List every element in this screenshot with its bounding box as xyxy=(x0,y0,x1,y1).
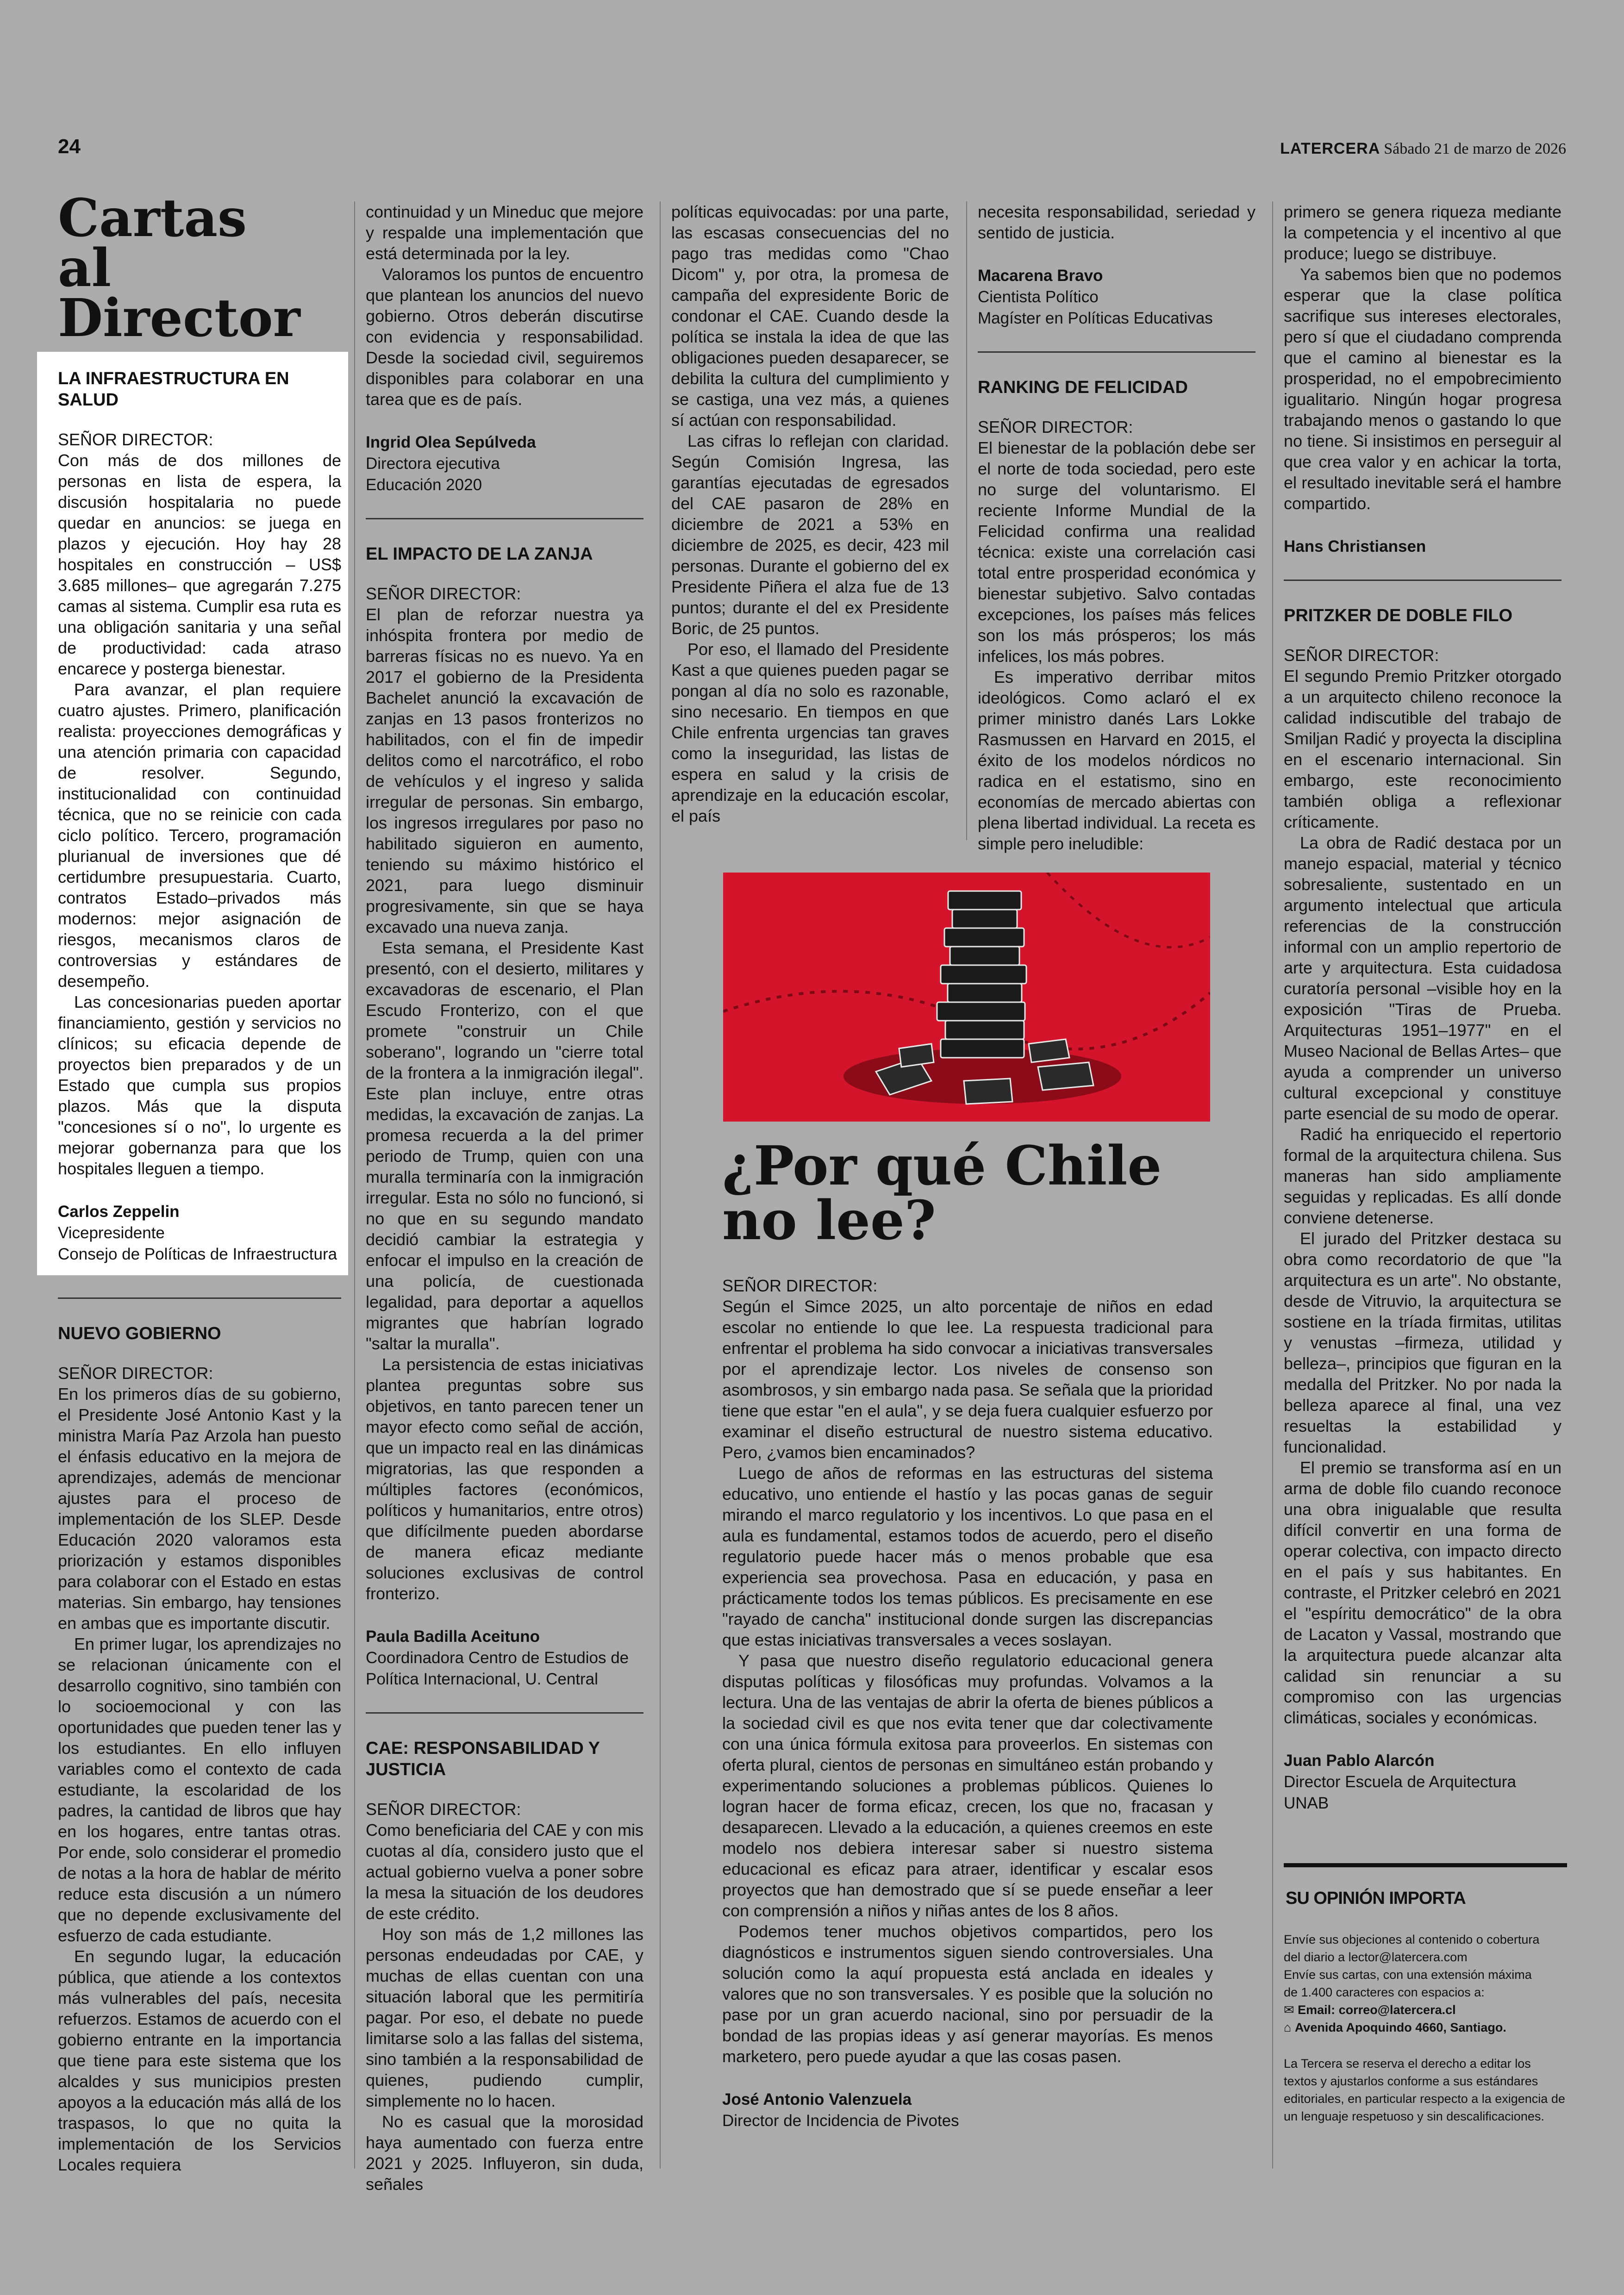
author-name: Juan Pablo Alarcón xyxy=(1284,1752,1435,1770)
letter xyxy=(58,368,341,1265)
column-3 xyxy=(671,201,949,826)
divider xyxy=(1284,580,1562,581)
salutation: SEÑOR DIRECTOR: xyxy=(366,1800,521,1819)
salutation: SEÑOR DIRECTOR: xyxy=(58,430,213,449)
feature-letter xyxy=(722,1275,1213,2132)
divider xyxy=(366,1712,643,1714)
letter-paragraph: En segundo lugar, la educación pública, que atiende a los contextos más vulnerables del país, necesita refuerzos. Estamos de acuerdo con el gobierno entrante en la importancia que tiene para este sistema que los alcaldes y sus municipios presten apoyos a la educación más allá de los traspasos, lo que no quita la implementación de los Servicios Locales requiera xyxy=(58,1947,341,2174)
column-divider xyxy=(660,201,661,2169)
author-role: UNAB xyxy=(1284,1794,1329,1812)
opinion-line: Envíe sus objeciones al contenido o cobertura xyxy=(1284,1933,1540,1946)
masthead xyxy=(1280,140,1566,158)
letter-paragraph: El bienestar de la población debe ser el norte de toda sociedad, pero este no surge del voluntarismo. El reciente Informe Mundial de la Felicidad confirma una realidad técnica: existe una correlación casi total entre prosperidad económica y bienestar subjetivo. Salvo contadas excepciones, los países más felices son los más prósperos; los más infelices, los más pobres. xyxy=(978,438,1255,666)
letter-paragraph: Las concesionarias pueden aportar financiamiento, gestión y servicios no clínicos; su eficacia depende de proyectos bien preparados y de un Estado que cumpla sus propios plazos. Más que la disputa "concesiones sí o no", lo urgente es mejorar gobernanza para que los hospitales lleguen a tiempo. xyxy=(58,992,341,1178)
books-illustration xyxy=(723,873,1210,1122)
letter-title: PRITZKER DE DOBLE FILO xyxy=(1284,606,1512,625)
letter-paragraph: Esta semana, el Presidente Kast presentó, con el desierto, militares y excavadoras de escenario, el Plan Escudo Fronterizo, con el que promete "construir un Chile soberano", logrando un "cierre total de la frontera a la inmigración ilegal". Este plan incluye, entre otras medidas, la excavación de zanjas. La promesa recuerda a la del primer periodo de Trump, quien con una muralla terminaría con la inmigración irregular. Esta no sólo no funcionó, si no que en su segundo mandato decidió cambiar la estrategia y enfocar el impulso en la creación de una policía, de cuestionada legalidad, para deportar a aquellos migrantes que habrían logrado "saltar la muralla". xyxy=(366,938,643,1353)
author-role: Director de Incidencia de Pivotes xyxy=(722,2112,959,2130)
opinion-box xyxy=(1284,1863,1567,2125)
divider xyxy=(1284,1863,1567,1867)
letter-paragraph: Valoramos los puntos de encuentro que plantean los anuncios del nuevo gobierno. Otros deberán discutirse con evidencia y responsabilidad. Desde la sociedad civil, seguiremos disponibles para colaborar en una tarea que es de país. xyxy=(366,265,643,409)
letter xyxy=(1284,605,1562,1814)
letter-paragraph: Hoy son más de 1,2 millones las personas endeudadas por CAE, y muchas de ellas cuentan con una situación laboral que les permitiría pagar. Por eso, el debate no puede limitarse solo a las fallas del sistema, sino también a la responsabilidad de quienes, pudiendo cumplir, simplemente no lo hacen. xyxy=(366,1925,643,2110)
letter-paragraph: El plan de reforzar nuestra ya inhóspita frontera por medio de barreras físicas no es nuevo. Ya en 2017 el gobierno de la Presidenta Bachelet anunció la excavación de zanjas en 13 pasos fronterizos no habilitados, con el fin de impedir delitos como el narcotráfico, el robo de vehículos y el ingreso y salida irregular de personas. Sin embargo, los ingresos irregulares por paso no habilitado siguieron en aumento, teniendo su máximo histórico el 2021, para luego disminuir progresivamente, sin que se haya excavado una nueva zanja. xyxy=(366,605,643,936)
column-4 xyxy=(978,201,1255,854)
disclaimer: La Tercera se reserva el derecho a editar los textos y ajustarlos conforme a sus estándares editoriales, en particular respecto a la exigencia de un lenguaje respetuoso y sin descalificaciones. xyxy=(1284,2057,1565,2123)
salutation: SEÑOR DIRECTOR: xyxy=(1284,646,1439,665)
column-2 xyxy=(366,201,643,2195)
letter-title: EL IMPACTO DE LA ZANJA xyxy=(366,544,593,564)
feature-paragraph: Y pasa que nuestro diseño regulatorio educacional genera disputas políticas y filosóficas muy profundas. Volvamos a la lectura. Una de las ventajas de abrir la oferta de bienes públicos a la sociedad civil es que nos evita tener que dar colectivamente con una única fórmula exitosa para proveerlos. En sistemas con oferta plural, cientos de personas en simultáneo están probando y experimentando soluciones a problemas públicos. Quienes lo logran hacer de forma eficaz, crecen, los que no, fracasan y desaparecen. Llevado a la educación, a quienes creemos en este modelo nos debiera interesar saber si nuestro sistema educacional es eficaz para atraer, identificar y escalar esos proyectos que han demostrado que sí se puede enseñar a leer con comprensión a niños y niñas antes de los 8 años. xyxy=(722,1651,1213,1920)
letter-paragraph: Es imperativo derribar mitos ideológicos. Como aclaró el ex primer ministro danés Lars Lokke Rasmussen en Harvard en 2015, el éxito de los modelos nórdicos no radica en el estatismo, sino en economías de mercado abiertas con plena libertad individual. La receta es simple pero ineludible: xyxy=(978,667,1255,853)
divider xyxy=(58,1297,341,1299)
letter-paragraph: primero se genera riqueza mediante la competencia y el incentivo al que produce; luego se distribuye. xyxy=(1284,202,1562,263)
signature xyxy=(366,432,643,496)
opinion-line: del diario a lector@latercera.com xyxy=(1284,1950,1468,1964)
letter-paragraph: políticas equivocadas: por una parte, las escasas consecuencias del no pago tras medidas como "Chao Dicom" y, por otra, la promesa de campaña del expresidente Boric de condonar el CAE. Cuando desde la política se instala la idea de que las obligaciones pueden desaparecer, se debilita la cultura del cumplimiento y se castiga, una vez más, a quienes sí actúan con responsabilidad. xyxy=(671,202,949,430)
letter xyxy=(366,543,643,1690)
author-role: Política Internacional, U. Central xyxy=(366,1670,598,1688)
feature-paragraph: Podemos tener muchos objetivos compartidos, pero los diagnósticos e instrumentos siguen siendo controversiales. Una solución como la aquí propuesta está anclada en ideales y valores que no son transversales. Y es posible que la solución no pase por un gran acuerdo nacional, sino por persuadir de la bondad de las propias ideas y así generar mayorías. Es menos marketero, pero puede ayudar a que las cosas pasen. xyxy=(722,1922,1213,2066)
letter-paragraph: El segundo Premio Pritzker otorgado a un arquitecto chileno reconoce la calidad indiscutible del trabajo de Smiljan Radić y proyecta la disciplina en el escenario internacional. Sin embargo, este reconocimiento también obliga a reflexionar críticamente. xyxy=(1284,667,1562,831)
feature-paragraph: Luego de años de reformas en las estructuras del sistema educativo, uno entiende el hastío y las pocas ganas de seguir mirando el marco regulatorio y los incentivos. Lo que pasa en el aula es fundamental, estamos todos de acuerdo, pero el diseño regulatorio puede hacer más o menos probable que esa experiencia sea provechosa. Pasa en educación, y pasa en prácticamente todos los temas públicos. Es precisamente en ese "rayado de cancha" institucional donde surgen las discrepancias que estas iniciativas transversales a veces soslayan. xyxy=(722,1464,1213,1649)
column-5 xyxy=(1284,201,1562,1814)
author-name: José Antonio Valenzuela xyxy=(722,2090,912,2108)
signature xyxy=(58,1201,341,1265)
author-role: Cientista Político xyxy=(978,288,1099,306)
feature-headline: ¿Por qué Chile no lee? xyxy=(722,1135,1162,1252)
signature xyxy=(978,265,1255,329)
letter-paragraph: Las cifras lo reflejan con claridad. Según Comisión Ingresa, las garantías ejecutadas de egresados del CAE pasaron de 28% en diciembre de 2021 a 53% en diciembre de 2025, es decir, 423 mil personas. Durante el gobierno del ex Presidente Piñera el alza fue de 13 puntos; durante el del ex Presidente Boric, de 25 puntos. xyxy=(671,431,949,638)
letter xyxy=(978,377,1255,854)
letter-paragraph: Para avanzar, el plan requiere cuatro ajustes. Primero, planificación realista: proyecciones demográficas y una atención primaria con capacidad de resolver. Segundo, institucionalidad con continuidad técnica, que no se reinicie con cada ciclo político. Tercero, programación plurianual de inversiones que dé certidumbre presupuestaria. Cuarto, contratos Estado–privados más modernos: mejor asignación de riesgos, mecanismos claros de controversias y estándares de desempeño. xyxy=(58,680,341,991)
opinion-line: Envíe sus cartas, con una extensión máxima xyxy=(1284,1968,1532,1982)
salutation: SEÑOR DIRECTOR: xyxy=(978,418,1133,437)
author-role: Magíster en Políticas Educativas xyxy=(978,309,1213,327)
column-1 xyxy=(58,368,341,2175)
letter-paragraph: Por eso, el llamado del Presidente Kast a que quienes pueden pagar se pongan al día no solo es razonable, sino necesario. En tiempos en que Chile enfrenta urgencias tan graves como la inseguridad, las listas de espera en salud y la crisis de aprendizaje en la educación escolar, el país xyxy=(671,640,949,825)
author-role: Vicepresidente xyxy=(58,1224,165,1242)
letter-paragraph: El premio se transforma así en un arma de doble filo cuando reconoce una obra inigualable que resulta difícil convertir en una forma de operar colectiva, con impacto directo en el país y sus habitantes. En contraste, el Pritzker celebró en 2021 el "espíritu democrático" de la obra de Lacaton y Vassal, mostrando que la arquitectura puede alcanzar alta calidad sin renunciar a su compromiso con las urgencias climáticas, sociales y económicas. xyxy=(1284,1458,1562,1727)
letter-paragraph: necesita responsabilidad, seriedad y sentido de justicia. xyxy=(978,202,1255,242)
feature-paragraph: Según el Simce 2025, un alto porcentaje de niños en edad escolar no entiende lo que lee. La respuesta tradicional para enfrentar el problema ha sido convocar a iniciativas transversales por el aprendizaje lector. Los niveles de consenso son asombrosos, y sin embargo nada pasa. Se señala que la prioridad tiene que estar "en el aula", y se deja fuera cualquier esfuerzo por examinar el diseño estructural de nuestro sistema educativo. Pero, ¿vamos bien encaminados? xyxy=(722,1297,1213,1462)
author-role: Directora ejecutiva xyxy=(366,455,500,473)
divider xyxy=(366,518,643,519)
mail-icon: ✉ xyxy=(1284,2003,1298,2017)
author-name: Ingrid Olea Sepúlveda xyxy=(366,433,536,451)
books-stack-icon xyxy=(723,873,1210,1122)
address-icon: ⌂ xyxy=(1284,2021,1295,2034)
letter-paragraph: continuidad y un Mineduc que mejore y respalde una implementación que está determinada por la ley. xyxy=(366,202,643,263)
salutation: SEÑOR DIRECTOR: xyxy=(366,584,521,603)
letter xyxy=(58,1323,341,2175)
opinion-title: SU OPINIÓN IMPORTA xyxy=(1286,1889,1466,1908)
opinion-instructions xyxy=(1284,1931,1567,2125)
author-name: Paula Badilla Aceituno xyxy=(366,1628,540,1646)
author-role: Consejo de Políticas de Infraestructura xyxy=(58,1245,337,1263)
opinion-line: de 1.400 caracteres con espacios a: xyxy=(1284,1985,1485,1999)
signature xyxy=(1284,1750,1562,1814)
letter-paragraph: No es casual que la morosidad haya aumentado con fuerza entre 2021 y 2025. Influyeron, sin duda, señales xyxy=(366,2112,643,2194)
letter-title: NUEVO GOBIERNO xyxy=(58,1324,221,1343)
letter-paragraph: Con más de dos millones de personas en lista de espera, la discusión hospitalaria no puede quedar en anuncios: se juega en plazos y ejecución. Hoy hay 28 hospitales en construcción – US$ 3.685 millones– que agregarán 7.275 camas al sistema. Cumplir esa ruta es una obligación sanitaria y una señal de productividad: cada atraso encarece y posterga bienestar. xyxy=(58,451,341,678)
author-name: Carlos Zeppelin xyxy=(58,1203,180,1221)
author-role: Director Escuela de Arquitectura xyxy=(1284,1773,1516,1791)
signature xyxy=(1284,536,1562,557)
letter-paragraph: En primer lugar, los aprendizajes no se relacionan únicamente con el desarrollo cognitivo, sino también con lo socioemocional y con las oportunidades que pueden tener las y los estudiantes. En ello influyen variables como el contexto de cada estudiante, la escolaridad de los padres, la cantidad de libros que hay en los hogares, entre tantas otras. Por ende, solo considerar el promedio de notas a la hora de hablar de mérito reduce esta discusión a un número que no depende exclusivamente del esfuerzo de cada estudiante. xyxy=(58,1634,341,1945)
author-role: Educación 2020 xyxy=(366,476,482,494)
brand-name: LATERCERA xyxy=(1280,140,1380,157)
signature xyxy=(366,1626,643,1690)
section-title: Cartas al Director xyxy=(58,188,300,349)
column-divider xyxy=(354,201,355,2169)
letter-paragraph: Radić ha enriquecido el repertorio formal de la arquitectura chilena. Sus maneras han sido ampliamente seguidas y replicadas. Es allí donde conviene detenerse. xyxy=(1284,1125,1562,1227)
letter-paragraph: En los primeros días de su gobierno, el Presidente José Antonio Kast y la ministra María Paz Arzola han puesto el énfasis educativo en la mejora de aprendizajes, además de mencionar ajustes para el proceso de implementación de los SLEP. Desde Educación 2020 valoramos esta priorización y estamos disponibles para colaborar con el Estado en estas materias. Sin embargo, hay tensiones en ambas que es importante discutir. xyxy=(58,1384,341,1633)
email-address[interactable]: Email: correo@latercera.cl xyxy=(1298,2003,1456,2017)
letter-paragraph: La obra de Radić destaca por un manejo espacial, material y técnico sobresaliente, sustentado en un argumento intelectual que articula referencias de la construcción informal con un amplio repertorio de arte y arquitectura. Esta cuidadosa curatoría personal –visible hoy en la exposición "Tiras de Prueba. Arquitecturas 1951–1977" en el Museo Nacional de Bellas Artes– que ayuda a comprender un universo cultural excepcional y constituye parte esencial de su modo de operar. xyxy=(1284,833,1562,1123)
column-divider xyxy=(1272,201,1273,2169)
letter-title: RANKING DE FELICIDAD xyxy=(978,378,1188,397)
letter-paragraph: El jurado del Pritzker destaca su obra como recordatorio de que "la arquitectura es un arte". No obstante, desde de Vitruvio, la arquitectura se sostiene en la tríada firmitas, utilitas y venustas –firmeza, utilidad y belleza–, principios que figuran en la medalla del Pritzker. No por nada la belleza aparece al final, una vez resueltas la estabilidad y funcionalidad. xyxy=(1284,1229,1562,1456)
author-name: Macarena Bravo xyxy=(978,267,1103,285)
signature xyxy=(722,2089,1213,2132)
letter-title: LA INFRAESTRUCTURA EN SALUD xyxy=(58,369,289,410)
author-name: Hans Christiansen xyxy=(1284,537,1426,555)
salutation: SEÑOR DIRECTOR: xyxy=(722,1276,878,1295)
column-divider xyxy=(966,201,967,840)
letter xyxy=(366,1738,643,2195)
divider xyxy=(978,351,1255,353)
letter-paragraph: Ya sabemos bien que no podemos esperar que la clase política sacrifique sus intereses electorales, pero sí que el ciudadano comprenda que el camino al bienestar es la prosperidad, no el empobrecimiento igualitario. Ningún hogar progresa trabajando menos o gastando lo que no tiene. Si insistimos en perseguir al que crea valor y en achicar la torta, el resultado inevitable será el hambre compartido. xyxy=(1284,265,1562,513)
issue-date: Sábado 21 de marzo de 2026 xyxy=(1384,140,1566,157)
salutation: SEÑOR DIRECTOR: xyxy=(58,1364,213,1383)
author-role: Coordinadora Centro de Estudios de xyxy=(366,1649,629,1667)
letter-paragraph: La persistencia de estas iniciativas plantea preguntas sobre sus objetivos, en tanto parecen tener un mayor efecto como señal de acción, que un impacto real en las dinámicas migratorias, las que responden a múltiples factores (económicos, políticos y humanitarios, entre otros) que difícilmente pueden abordarse de manera eficaz mediante soluciones exclusivas de control fronterizo. xyxy=(366,1355,643,1603)
letter-title: CAE: RESPONSABILIDAD Y JUSTICIA xyxy=(366,1739,600,1779)
page-number: 24 xyxy=(58,135,81,158)
postal-address: Avenida Apoquindo 4660, Santiago. xyxy=(1294,2021,1506,2034)
letter-paragraph: Como beneficiaria del CAE y con mis cuotas al día, considero justo que el actual gobierno vuelva a poner sobre la mesa la situación de los deudores de este crédito. xyxy=(366,1821,643,1923)
